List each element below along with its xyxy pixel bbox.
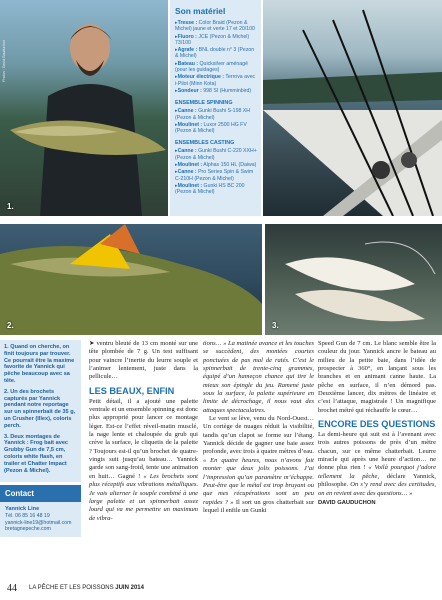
article-column-2 bbox=[203, 340, 314, 515]
section-heading: LES BEAUX, ENFIN bbox=[89, 385, 175, 396]
contact-phone: Tél. 06 85 16 48 19 bbox=[5, 513, 50, 520]
photo-boat-rods bbox=[263, 0, 442, 216]
section-heading: ENCORE DES QUESTIONS bbox=[318, 419, 436, 430]
article-paragraph: Le vent se lève, venu du Nord-Ouest… Un cortège de nuages réduit la visibilité, tandis qu’un clapot se forme sur l’étang. Yannick décide de gagner une baie assez profonde, avec trois à quatre mètres d’eau. « En quatre heures, nous n’avons fait monter que deux jolis poissons. J’ai l’impression qu’un paramètre m’échappe. Peut-être que le métal est trop bruyant ou que mes récupérations sont un peu rapides ? » Il sort un gros chatterbait sur lequel il enfile un Gunki bbox=[203, 415, 315, 514]
equipment-item: ▸Moulinet : Gunki HS BC 200 (Pezon & Michel) bbox=[175, 182, 245, 196]
captions-column bbox=[0, 340, 81, 537]
contact-box bbox=[0, 485, 81, 536]
equipment-item: ▸Canne : Gunki Bushi C-220 XXH+ (Pezon & Michel) bbox=[175, 148, 257, 161]
equipment-item: ▸Moulinet : Alphas 150 HL (Daiwa) bbox=[175, 162, 257, 169]
equipment-item: ▸Canne : Gunki Bushi S-198 XH (Pezon & Michel) bbox=[175, 108, 250, 121]
article-paragraph: Speed Gun de 7 cm. Le blanc semble être la couleur du jour. Yannick ancre le bateau au milieu de la petite baie, dans l’idée de prospecter à 360°, en lançant sous les branches et en animant canne haute. La pêche en surface, il n’en démord pas. Deuxième lancer, dix mètres de linéaire et c’est l’attaque, magistrale ! Un magnifique brochet métré qui réchauffe le cœur… bbox=[318, 340, 436, 414]
equipment-item: ▸Sondeur : 998 SI (Humminbird) bbox=[175, 87, 252, 94]
contact-email[interactable]: yannick-line19@hotmail.com bbox=[5, 519, 72, 526]
photo-lures-illustration bbox=[265, 224, 442, 335]
photo-boat-illustration bbox=[263, 0, 442, 216]
equipment-title: Son matériel bbox=[175, 6, 226, 16]
casting-section-title: ENSEMBLES CASTING bbox=[175, 140, 235, 147]
equipment-item: ▸Bateau : Quicksilver aménagé (pour les guidages) bbox=[175, 60, 248, 74]
equipment-item: ▸Agrafe : BNL double n° 3 (Pezon & Michel) bbox=[175, 47, 255, 60]
author-signature: DAVID GAUDUCHON bbox=[318, 499, 376, 506]
equipment-item: ▸Moteur électrique : Terrova avec i-Pilot (Minn Kota) bbox=[175, 74, 256, 87]
equipment-item: ▸Tresse : Color Braid (Pezon & Michel) jaune et verte 17 et 20/100 bbox=[175, 20, 255, 33]
article-paragraph: ➤ ventru bleuté de 13 cm monté sur une tête plombée de 7 g. Un test suffisant pour vaincre l’inertie du leurre souple et l’animer lentement, juste dans la pellicule… bbox=[89, 340, 198, 381]
article-paragraph: Petit détail, il a ajouté une palette ventrale et un ensemble spinning est donc plus approprié pour lancer ce montage léger. Est-ce l’effet réveil-matin musclé, la nage lente et chaloupée du grub qui crève la surface, le cliquetis de la palette ? Toujours est-il qu’un brochet de quatre-vingts suit jusqu’au bateau… Yannick garde son sang-froid, tente une animation en huit… Gagné ! « Les brochets sont plus réceptifs aux vibrations métalliques. Je vais alterner le souple combiné à une large palette et un spinnerbait assez lourd qui va me permettre un maximum de vibra- bbox=[89, 397, 198, 522]
caption-item: 1. Quand on cherche, on finit toujours par trouver. Ce pourrait être la maxime favorite de Yannick qui pêche beaucoup avec sa tête. bbox=[4, 344, 75, 384]
contact-body bbox=[0, 502, 81, 536]
photo-number: 3. bbox=[272, 321, 279, 330]
equipment-item: ▸Fluoro : JCE (Pezon & Michel) 73/100 bbox=[175, 33, 250, 46]
photo-angler-illustration bbox=[0, 0, 168, 216]
caption-item: 3. Deux montages de Yannick : Frog bait avec Grubby Gun de 7,5 cm, coloris white flash, en trailer et Chatter Impact (Pezon & Michel). bbox=[4, 433, 69, 474]
photo-angler-with-pike bbox=[0, 0, 168, 216]
magazine-name: LA PÊCHE ET LES POISSONS JUIN 2014 bbox=[29, 585, 144, 591]
photo-lures bbox=[265, 224, 442, 335]
caption-list bbox=[0, 340, 81, 482]
article-paragraph: tions… » La matinée avance et les touches se succèdent, des montées courtes ponctuées de pas mal de ratés. C’est le spinnerbait de trente-cinq grammes, équipé d’un hameçon chance qui tire le mieux son épingle du jeu. Ramené juste sous la surface, la palette supérieure en limite de décrochage, il nous vaut des attaques spectaculaires. bbox=[203, 340, 314, 414]
equipment-box bbox=[170, 0, 261, 216]
contact-title: Contact bbox=[0, 485, 81, 502]
equipment-item: ▸Canne : Pro Series Spin & Swim C-210H (Pezon & Michel) bbox=[175, 169, 254, 182]
photo-pike-spinnerbait bbox=[0, 224, 262, 335]
page-footer bbox=[7, 583, 437, 595]
page-number: 44 bbox=[7, 583, 17, 594]
article-column-1 bbox=[89, 340, 198, 523]
photo-number: 2. bbox=[7, 321, 14, 330]
article-paragraph: La demi-heure qui suit est à l’avenant avec trois autres poissons de près d’un mètre chacun, sur ce même chatterbait. Leurre miracle qui après une heure d’action… ne donne plus rien ! « Voilà pourquoi j’adore tellement la pêche, déclare Yannick, philosophe. On s’y rend avec des certitudes, on en revient avec des questions… » bbox=[318, 431, 436, 497]
photo-credit: Photos : David Gauduchon bbox=[2, 40, 6, 82]
contact-website[interactable]: bretagnepeche.com bbox=[5, 526, 51, 533]
spinning-section-title: ENSEMBLE SPINNING bbox=[175, 100, 233, 107]
contact-name: Yannick Line bbox=[5, 506, 40, 513]
equipment-item: ▸Moulinet : Luxor 2500 HG FV (Pezon & Michel) bbox=[175, 121, 247, 135]
article-column-3 bbox=[318, 340, 436, 506]
caption-item: 2. Un des brochets capturés par Yannick pendant notre reportage sur un spinnerbait de 35 g, un Crusher (Illex), coloris perch. bbox=[4, 388, 76, 429]
photo-pike-illustration bbox=[0, 224, 262, 335]
photo-number: 1. bbox=[7, 202, 14, 211]
